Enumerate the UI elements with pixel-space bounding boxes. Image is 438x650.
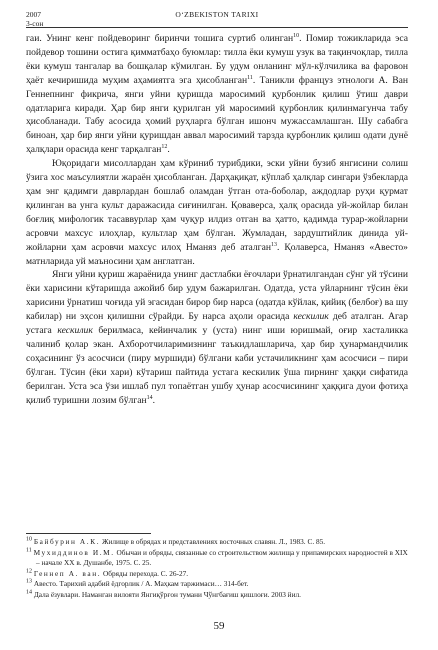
footnote-10: $^{10}$ Байбурин А.К. Жилище в обрядах и представлениях восточных славян. Л., 1983. С. 85.: [26, 536, 326, 546]
header-year: 2007: [26, 10, 41, 19]
footnote-ref-11: 11: [247, 74, 253, 81]
running-header: [26, 10, 408, 32]
paragraph-3: Янги уйни қуриш жараёнида унинг дастлабки ёғочлари ўрнатилгандан сўнг уй тўсини ёки харисини кўтаришда ажойиб бир удум бажарилган. Одатда, уста уйларнинг тўсин ёки харисини ўрнатиш чоғида уй эгасидан бирор бир нарса (одатда кўйлак, қийиқ (белбоғ) ва шу кабилар) ни эҳсон қилишни сўрайди. Бу нарса аҳоли орасида кескилик деб аталган. Агар устага кескилик берилмаса, кейинчалик у (уста) нинг иши юришмай, оғир хасталикка чалиниб қолар экан. Ахборотчиларимизнинг таъкидлашларича, ҳар бир ҳунармандчилик соҳасининг ўз асосчиси (пиру муршиди) бўлгани каби устачиликнинг ҳам асосчиси – пири бўлган. Тўсин (ёки хари) кўтариш пайтида устага кескилик ўша пирнинг ҳаққи сифатида берилган. Уста эса ўзи ишлаб пул топаётган ушбу ҳунар асосчисининг ҳаққига дуои фотиҳа қилиб туришни лозим бўлган$^{14}$.: [26, 269, 409, 406]
footnote-ref-12: 12: [161, 144, 168, 151]
footnote-13: $^{13}$ Авесто. Тарихий адабий ёдгорлик / А. Маҳкам таржимаси… 314-бет.: [26, 578, 249, 588]
header-issue: 3-сон: [26, 19, 44, 28]
footnote-11: $^{11}$ Мухиддинов И.М. Обычаи и обряды, связанные со строительством жилища у припамирских народностей в XIX – начале XX в. Душанбе, 1975. С. 25.: [26, 547, 408, 567]
footnote-ref-13: 13: [271, 241, 278, 248]
footnote-ref-10: 10: [293, 32, 300, 39]
header-journal-title: O‘ZBEKISTON TARIXI: [175, 10, 259, 19]
header-rule: [26, 27, 408, 28]
page-number: 59: [213, 620, 225, 632]
footnote-14: $^{14}$ Дала ёзувлари. Наманган вилояти Янгиқўрғон тумани Чўнгбағиш қишлоғи. 2003 йил.: [26, 589, 301, 599]
body-text: [26, 32, 408, 407]
term-keskilik: кескилик: [57, 325, 93, 337]
footnotes: [26, 537, 408, 600]
footnote-rule: [26, 533, 151, 534]
paragraph-2: Юқоридаги мисоллардан ҳам кўриниб турибдики, эски уйни бузиб янгисини солиш ўзига хос маъсулиятли жараён ҳисобланган. Дарҳақиқат, кўплаб ҳалқлар сингари ўзбекларда ҳам энг қадимги даврлардан бошлаб оламдан ўтган ота-боболар, аждодлар руҳи қурмат қилинган ва унга культ даражасида сиғинилган. Қоваверса, ҳалқ орасида уй-жойлар билан боғлиқ мифологик тасаввурлар ҳам чуқур илдиз отган ва ҳатто, қадимда турар-жойларни асровчи махсус илоҳлар, культлар ҳам бўлган. Жумладан, зардуштийлик динида уй-жойларни ҳам асровчи махсус илоҳ Нманяз деб аталган$^{13}$. Қолаверса, Нманяз «Авесто» матнларида уй маъносини ҳам англатган.: [26, 158, 408, 267]
footnote-12: $^{12}$ Геннеп А. ван. Обряды перехода. С. 26-27.: [26, 568, 189, 578]
paragraph-1: гаи. Унинг кенг пойдеворинг биринчи тошига суртиб олинган$^{10}$. Помир тожикларида эса пойдевор тошини остига қимматбаҳо буюмлар: тилла ёки кумуш узук ва тақинчоқлар, тилла ёки кумуш тангалар ва бошқалар кўмилган. Бу удум онланинг мўл-кўлчилика ва фаровон ҳаёт кечиришида муҳим аҳамиятга эга ҳисобланган$^{11}$. Таникли француз этнологи А. Ван Геннепнинг фикрича, янги уйни қуришда маросимий қурбонлик қилиш ўтиш даври одатларига киради. Ҳар бир янги қурилган уй маросимий қурбонлик қилинмагунча табу ҳисобланади. Табу асосида ҳомий руҳларга бўлган ишонч мужассамлашган. Шу сабабга биноан, ҳар бир янги уйни қуришдан аввал маросимий тарзда қурбонлик қилиш одати дунё ҳалқлари орасида кенг тарқалган$^{12}$.: [26, 32, 409, 156]
term-keskilik: кескилик: [293, 311, 329, 323]
footnote-ref-14: 14: [146, 394, 153, 401]
